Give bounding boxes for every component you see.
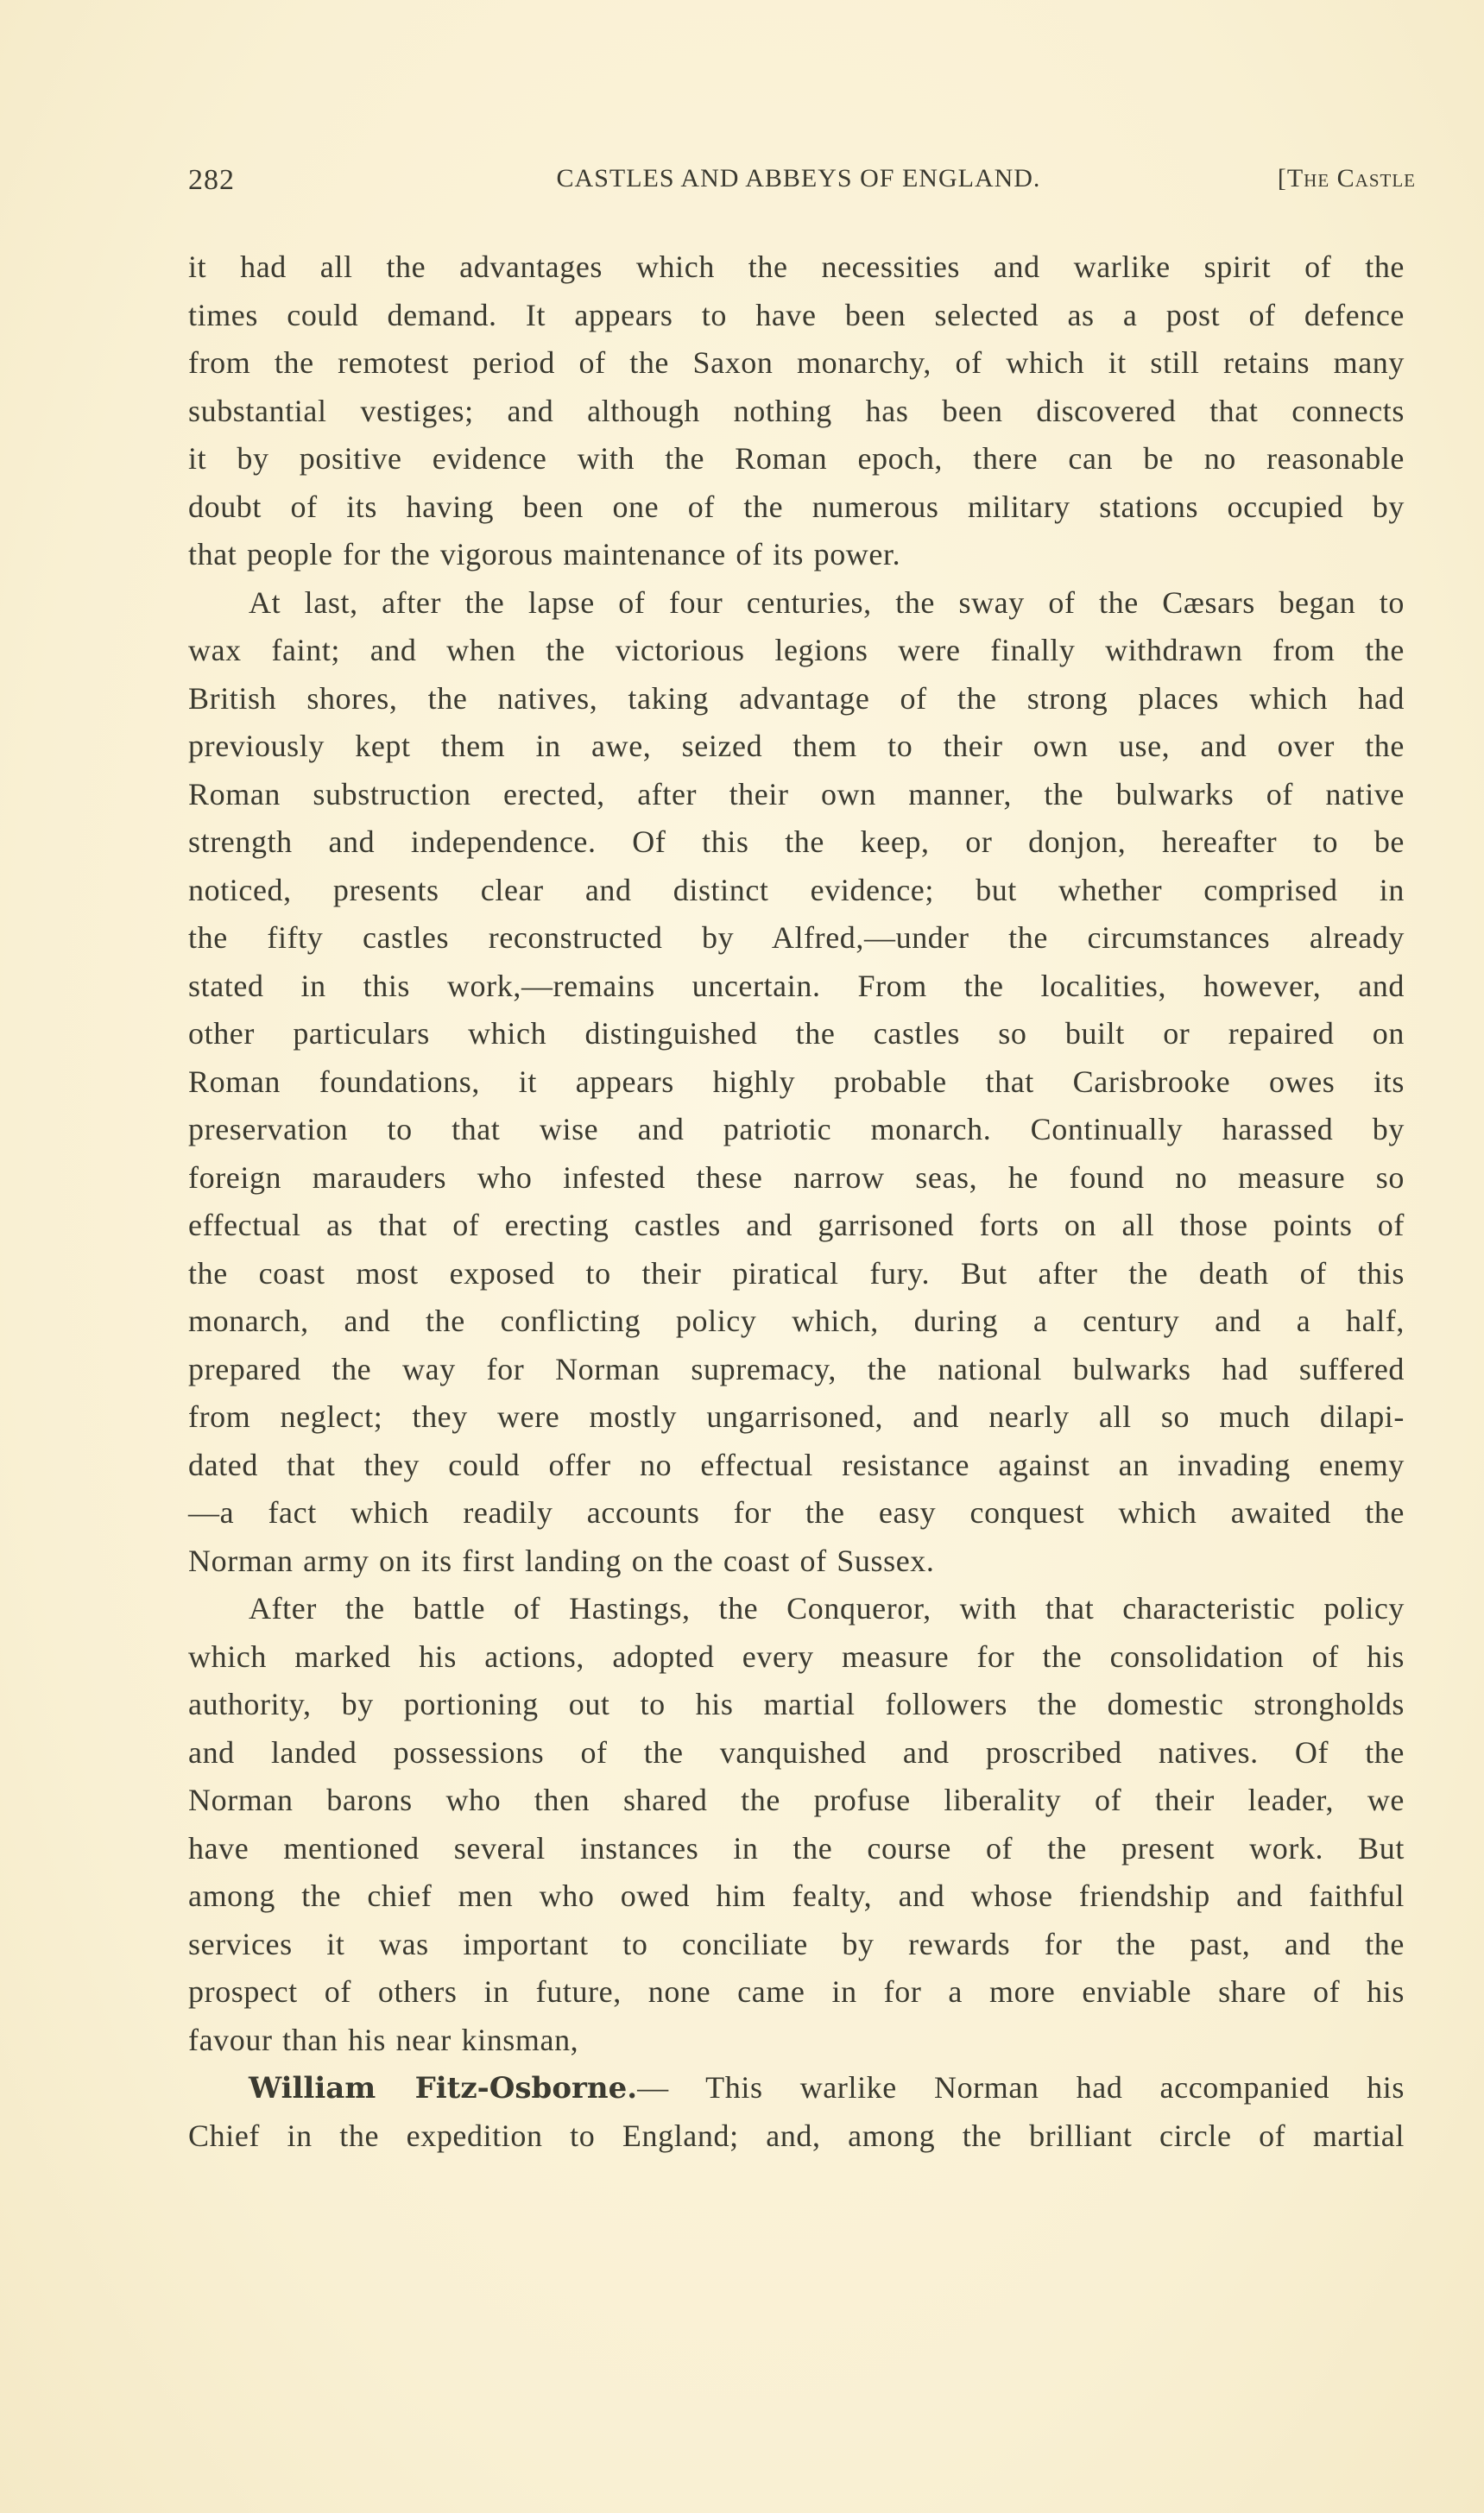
text-line: dated that they could offer no effectual resistance against an invading enemy bbox=[188, 1447, 1405, 1482]
text-line: preservation to that wise and patriotic monarch. Continually harassed by bbox=[188, 1112, 1405, 1146]
text-line: British shores, the natives, taking advantage of the strong places which had bbox=[188, 680, 1405, 716]
text-line: strength and independence. Of this the keep, or donjon, hereafter to be bbox=[188, 824, 1405, 859]
text-line: stated in this work,—remains uncertain. From the localities, however, and bbox=[188, 968, 1405, 1003]
text-line: Roman foundations, it appears highly probable that Carisbrooke owes its bbox=[188, 1064, 1405, 1099]
blackletter-name-heading: William Fitz-Osborne. bbox=[249, 2071, 638, 2106]
running-head: [The Castle bbox=[1277, 164, 1416, 193]
book-title: CASTLES AND ABBEYS OF ENGLAND. bbox=[556, 164, 1041, 193]
paragraph bbox=[188, 243, 1405, 579]
text-line: foreign marauders who infested these narrow seas, he found no measure so bbox=[188, 1159, 1405, 1195]
text-line: prepared the way for Norman supremacy, the national bulwarks had suffered bbox=[188, 1351, 1405, 1386]
text-line: times could demand. It appears to have been selected as a post of defence bbox=[188, 297, 1405, 332]
text-line: Norman barons who then shared the profuse liberality of their leader, we bbox=[188, 1783, 1405, 1817]
text-line: the fifty castles reconstructed by Alfred,—under the circumstances already bbox=[188, 920, 1405, 955]
text-line: which marked his actions, adopted every measure for the consolidation of his bbox=[188, 1639, 1405, 1674]
text-line: prospect of others in future, none came in for a more enviable share of his bbox=[188, 1974, 1405, 2009]
text-line: effectual as that of erecting castles and garrisoned forts on all those points of bbox=[188, 1208, 1405, 1242]
body-text bbox=[188, 243, 1405, 2160]
paragraph bbox=[188, 1585, 1405, 2064]
text-line: —a fact which readily accounts for the easy conquest which awaited the bbox=[188, 1495, 1405, 1530]
text-line: Roman substruction erected, after their own manner, the bulwarks of native bbox=[188, 776, 1405, 811]
text-line: from the remotest period of the Saxon monarchy, of which it still retains many bbox=[188, 345, 1405, 380]
text-line: Chief in the expedition to England; and, among the brilliant circle of martial bbox=[188, 2118, 1405, 2153]
text-line: authority, by portioning out to his martial followers the domestic strongholds bbox=[188, 1687, 1405, 1721]
text-line: the coast most exposed to their piratical fury. But after the death of this bbox=[188, 1255, 1405, 1291]
page-header bbox=[181, 164, 1416, 207]
text-line bbox=[188, 2064, 1405, 2112]
text-line: doubt of its having been one of the numerous military stations occupied by bbox=[188, 489, 1405, 524]
text-line: favour than his near kinsman, bbox=[188, 2022, 579, 2057]
text-line: previously kept them in awe, seized them to their own use, and over the bbox=[188, 729, 1405, 763]
text-line: among the chief men who owed him fealty, and whose friendship and faithful bbox=[188, 1878, 1405, 1913]
text-line: noticed, presents clear and distinct evidence; but whether comprised in bbox=[188, 872, 1405, 907]
text-line: monarch, and the conflicting policy which, during a century and a half, bbox=[188, 1304, 1405, 1338]
text-line: and landed possessions of the vanquished and proscribed natives. Of the bbox=[188, 1734, 1405, 1770]
text-line: After the battle of Hastings, the Conqueror, with that characteristic policy bbox=[249, 1591, 1405, 1626]
page-number: 282 bbox=[188, 164, 235, 196]
text-line: services it was important to conciliate by rewards for the past, and the bbox=[188, 1926, 1405, 1961]
text-line: have mentioned several instances in the course of the present work. But bbox=[188, 1830, 1405, 1866]
text-line: Norman army on its first landing on the coast of Sussex. bbox=[188, 1543, 935, 1578]
text-line: wax faint; and when the victorious legions were finally withdrawn from the bbox=[188, 633, 1405, 667]
text-line: it by positive evidence with the Roman epoch, there can be no reasonable bbox=[188, 441, 1405, 476]
text-line: it had all the advantages which the necessities and warlike spirit of the bbox=[188, 249, 1405, 284]
text-line: other particulars which distinguished the castles so built or repaired on bbox=[188, 1016, 1405, 1051]
paragraph bbox=[188, 579, 1405, 1586]
text-line: that people for the vigorous maintenance of its power. bbox=[188, 537, 901, 571]
text-line: At last, after the lapse of four centuries, the sway of the Cæsars began to bbox=[249, 584, 1405, 620]
text-line: substantial vestiges; and although nothing has been discovered that connects bbox=[188, 393, 1405, 428]
text-line: from neglect; they were mostly ungarrisoned, and nearly all so much dilapi- bbox=[188, 1399, 1405, 1434]
text-run: — This warlike Norman had accompanied his bbox=[637, 2070, 1405, 2105]
paragraph-william-fitz-osborne bbox=[188, 2064, 1405, 2160]
